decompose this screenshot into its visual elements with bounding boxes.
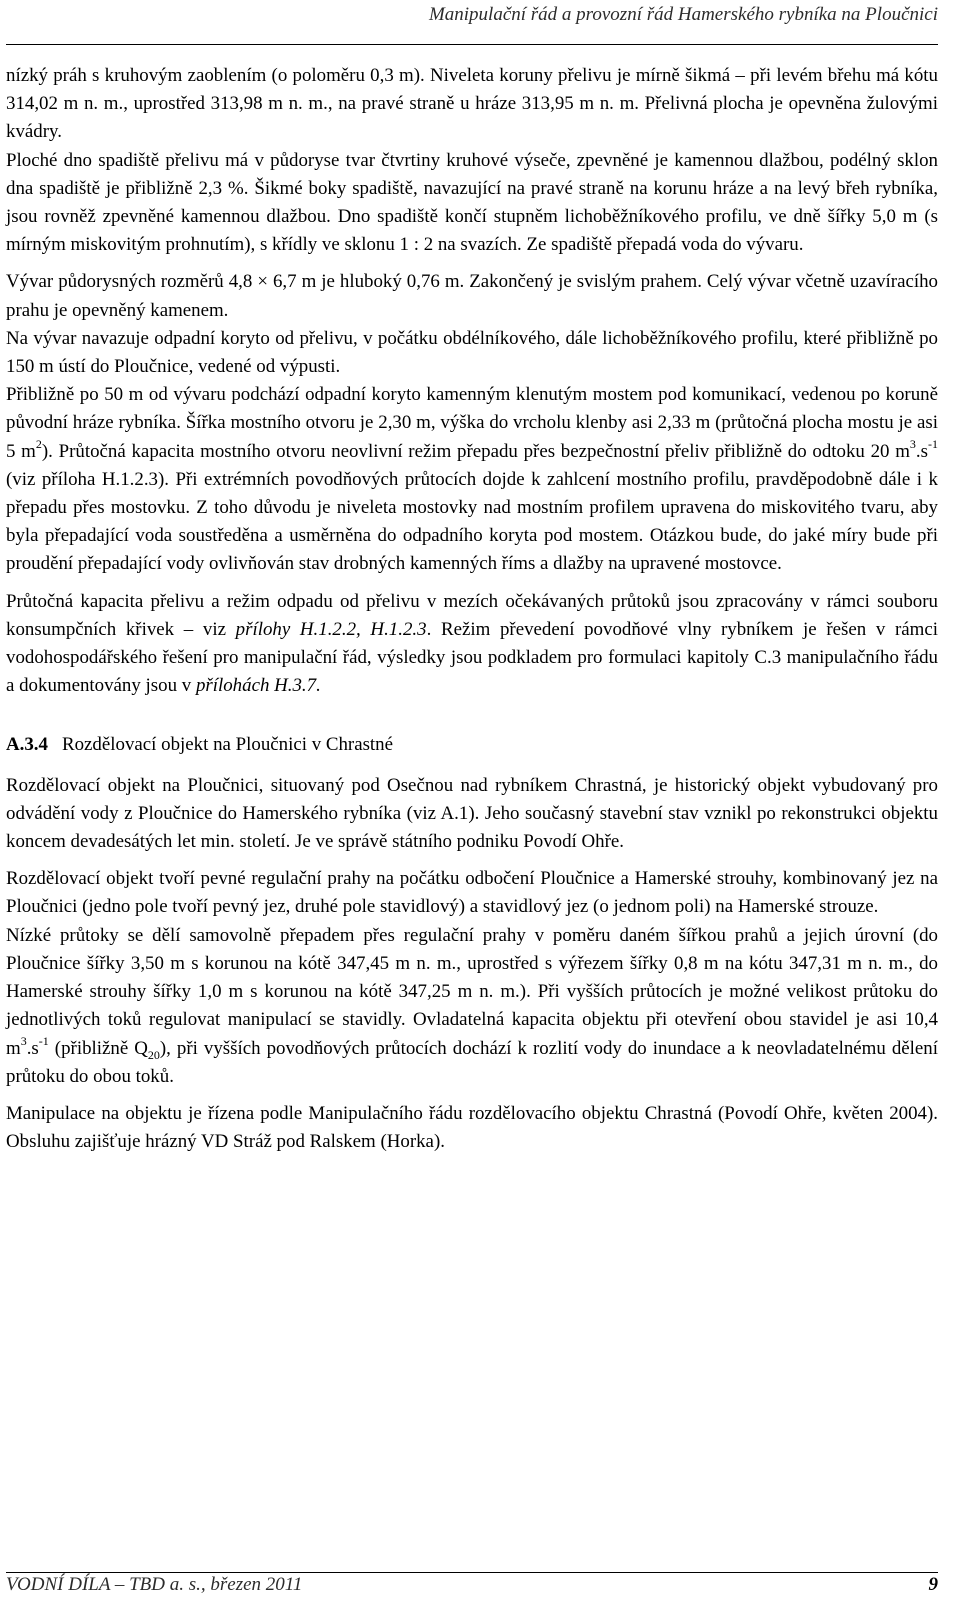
paragraph-2: Ploché dno spadiště přelivu má v půdoryse tvar čtvrtiny kruhové výseče, zpevněné je kamennou dlažbou, podélný sklon dna spadiště je přibližně 2,3 %. Šikmé boky spadiště, navazující na pravé straně na korunu hráze a na levý břeh rybníka, jsou rovněž zpevněné kamennou dlažbou. Dno spadiště končí stupněm lichoběžníkového profilu, ve dně šířky 5,0 m (s mírným miskovitým prohnutím), s křídly ve sklonu 1 : 2 na svazích. Ze spadiště přepadá voda do vývaru. — [6, 149, 938, 256]
paragraph-4: Na vývar navazuje odpadní koryto od přelivu, v počátku obdélníkového, dále lichoběžníkového profilu, které přibližně po 150 m ústí do Ploučnice, vedené od výpusti. — [6, 327, 938, 378]
paragraph-9: Nízké průtoky se dělí samovolně přepadem přes regulační prahy v poměru daném šířkou prahů a jejich úrovní (do Ploučnice šířky 3,50 m s korunou na kótě 347,45 m n. m., uprostřed s výřezem šířky 0,8 m na kótu 347,31 m n. m., do Hamerské strouhy šířky 1,0 m s korunou na kótě 347,25 m n. m.). Při vyšších průtocích je možné velikost průtoku do jednotlivých toků regulovat manipulací se stavidly. Ovladatelná kapacita objektu při otevření obou stavidel je asi 10,4 $m^3.s^{-1}$ (přibližně $Q_{20}$), při vyšších povodňových průtocích dochází k rozlití vody do inundace a k neovladatelnému dělení průtoku do obou toků. — [6, 924, 938, 1087]
document-body — [6, 62, 938, 1156]
paragraph-1: nízký práh s kruhovým zaoblením (o poloměru 0,3 m). Niveleta koruny přelivu je mírně šikmá – při levém břehu má kótu 314,02 m n. m., uprostřed 313,98 m n. m., na pravé straně u hráze 313,95 m n. m. Přelivná plocha je opevněna žulovými kvádry. — [6, 65, 938, 143]
paragraph-3: Vývar půdorysných rozměrů 4,8 × 6,7 m je hluboký 0,76 m. Zakončený je svislým prahem. Celý vývar včetně uzavíracího prahu je opevněný kamenem. — [6, 271, 938, 321]
paragraph-5: Přibližně po 50 m od vývaru podchází odpadní koryto kamenným klenutým mostem pod komunikací, vedenou po koruně původní hráze rybníka. Šířka mostního otvoru je 2,30 m, výška do vrcholu klenby asi 2,33 m (průtočná plocha mostu je asi 5 $m^2$). Průtočná kapacita mostního otvoru neovlivní režim přepadu přes bezpečnostní přeliv přibližně do odtoku 20 $m^3.s^{-1}$ (viz příloha H.1.2.3). Při extrémních povodňových průtocích dojde k zahlcení mostního profilu, pravděpodobně dále i k přepadu přes mostovku. Z toho důvodu je niveleta mostovky nad mostním profilem upravena do miskovitého tvaru, aby byla přepadající voda soustředěna a usměrněna do odpadního koryta pod mostem. Otázkou bude, do jaké míry bude při proudění přepadající vody ovlivňován stav drobných kamenných říms a dlažby na upravené mostovce. — [6, 384, 938, 575]
footer-company: VODNÍ DÍLA – TBD a. s., březen 2011 — [6, 1574, 303, 1595]
page-header: Manipulační řád a provozní řád Hamerského rybníka na Ploučnici — [428, 4, 938, 25]
footer-rule — [6, 1572, 938, 1573]
section-title: Rozdělovací objekt na Ploučnici v Chrastné — [61, 734, 394, 756]
section-heading — [6, 731, 938, 759]
paragraph-8: Rozdělovací objekt tvoří pevné regulační prahy na počátku odbočení Ploučnice a Hamerské strouhy, kombinovaný jez na Ploučnici (jedno pole tvoří pevný jez, druhé pole stavidlový) a stavidlový jez (o jednom poli) na Hamerské strouze. — [6, 868, 938, 918]
page-number: 9 — [928, 1574, 938, 1595]
header-rule — [6, 44, 938, 45]
page-footer — [6, 1574, 938, 1596]
paragraph-7: Rozdělovací objekt na Ploučnici, situovaný pod Osečnou nad rybníkem Chrastná, je historický objekt vybudovaný pro odvádění vody z Ploučnice do Hamerského rybníka (viz A.1). Jeho současný stavební stav vznikl po rekonstrukci objektu koncem devadesátých let min. století. Je ve správě státního podniku Povodí Ohře. — [6, 774, 938, 853]
section-number: A.3.4 — [6, 734, 48, 756]
paragraph-10: Manipulace na objektu je řízena podle Manipulačního řádu rozdělovacího objektu Chrastná (Povodí Ohře, květen 2004). Obsluhu zajišťuje hrázný VD Stráž pod Ralskem (Horka). — [6, 1102, 938, 1153]
paragraph-6: Průtočná kapacita přelivu a režim odpadu od přelivu v mezích očekávaných průtoků jsou zpracovány v rámci souboru konsumpčních křivek – viz přílohy H.1.2.2, H.1.2.3. Režim převedení povodňové vlny rybníkem je řešen v rámci vodohospodářského řešení pro manipulační řád, výsledky jsou podkladem pro formulaci kapitoly C.3 manipulačního řádu a dokumentovány jsou v přílohách H.3.7. — [6, 590, 939, 697]
